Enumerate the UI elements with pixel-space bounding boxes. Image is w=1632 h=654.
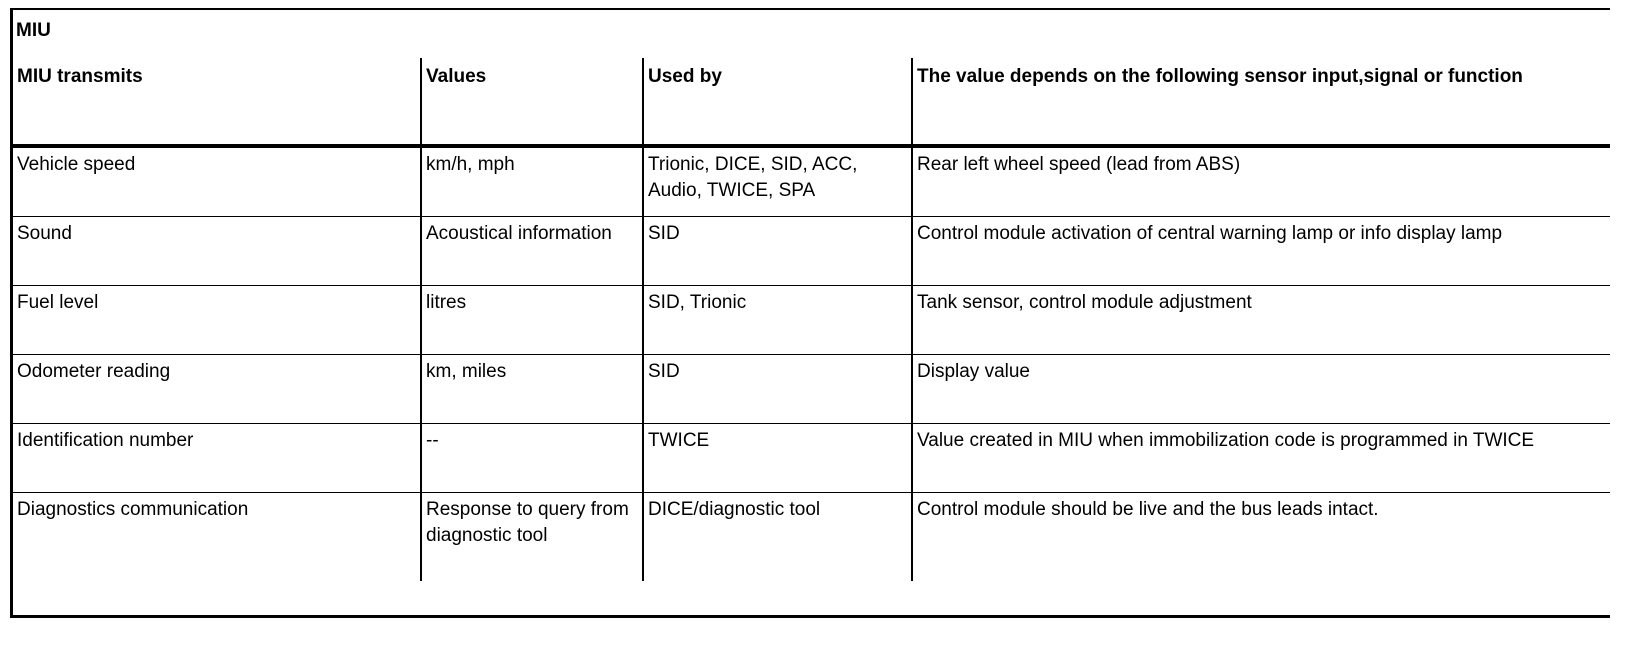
cell-signal: Fuel level [13, 286, 421, 355]
cell-signal: Odometer reading [13, 355, 421, 424]
cell-depends-on: Control module should be live and the bus leads intact. [912, 493, 1610, 582]
cell-depends-on: Control module activation of central warning lamp or info display lamp [912, 217, 1610, 286]
column-header-values: Values [421, 58, 643, 146]
cell-signal: Sound [13, 217, 421, 286]
column-header-depends-on: The value depends on the following sensor input,signal or function [912, 58, 1610, 146]
frame-bottom-rule [10, 615, 1610, 618]
cell-values: -- [421, 424, 643, 493]
table-row [13, 493, 1610, 582]
cell-used-by: TWICE [643, 424, 912, 493]
cell-values: litres [421, 286, 643, 355]
cell-values: Acoustical information [421, 217, 643, 286]
cell-depends-on: Value created in MIU when immobilization code is programmed in TWICE [912, 424, 1610, 493]
cell-values: km/h, mph [421, 146, 643, 217]
cell-signal: Identification number [13, 424, 421, 493]
document-frame [10, 8, 1610, 616]
column-header-used-by: Used by [643, 58, 912, 146]
cell-depends-on: Tank sensor, control module adjustment [912, 286, 1610, 355]
cell-values: Response to query from diagnostic tool [421, 493, 643, 582]
column-header-transmits: MIU transmits [13, 58, 421, 146]
table-row [13, 355, 1610, 424]
cell-signal: Vehicle speed [13, 146, 421, 217]
table-row [13, 146, 1610, 217]
cell-used-by: SID [643, 217, 912, 286]
cell-depends-on: Rear left wheel speed (lead from ABS) [912, 146, 1610, 217]
table-header-row [13, 58, 1610, 146]
cell-used-by: Trionic, DICE, SID, ACC, Audio, TWICE, SPA [643, 146, 912, 217]
cell-used-by: DICE/diagnostic tool [643, 493, 912, 582]
table-row [13, 217, 1610, 286]
table-row [13, 286, 1610, 355]
cell-used-by: SID, Trionic [643, 286, 912, 355]
cell-values: km, miles [421, 355, 643, 424]
cell-depends-on: Display value [912, 355, 1610, 424]
signal-table [13, 58, 1610, 581]
frame-top-rule [10, 8, 1610, 10]
section-title: MIU [16, 20, 51, 41]
cell-signal: Diagnostics communication [17, 499, 249, 520]
cell-used-by: SID [643, 355, 912, 424]
table-row [13, 424, 1610, 493]
